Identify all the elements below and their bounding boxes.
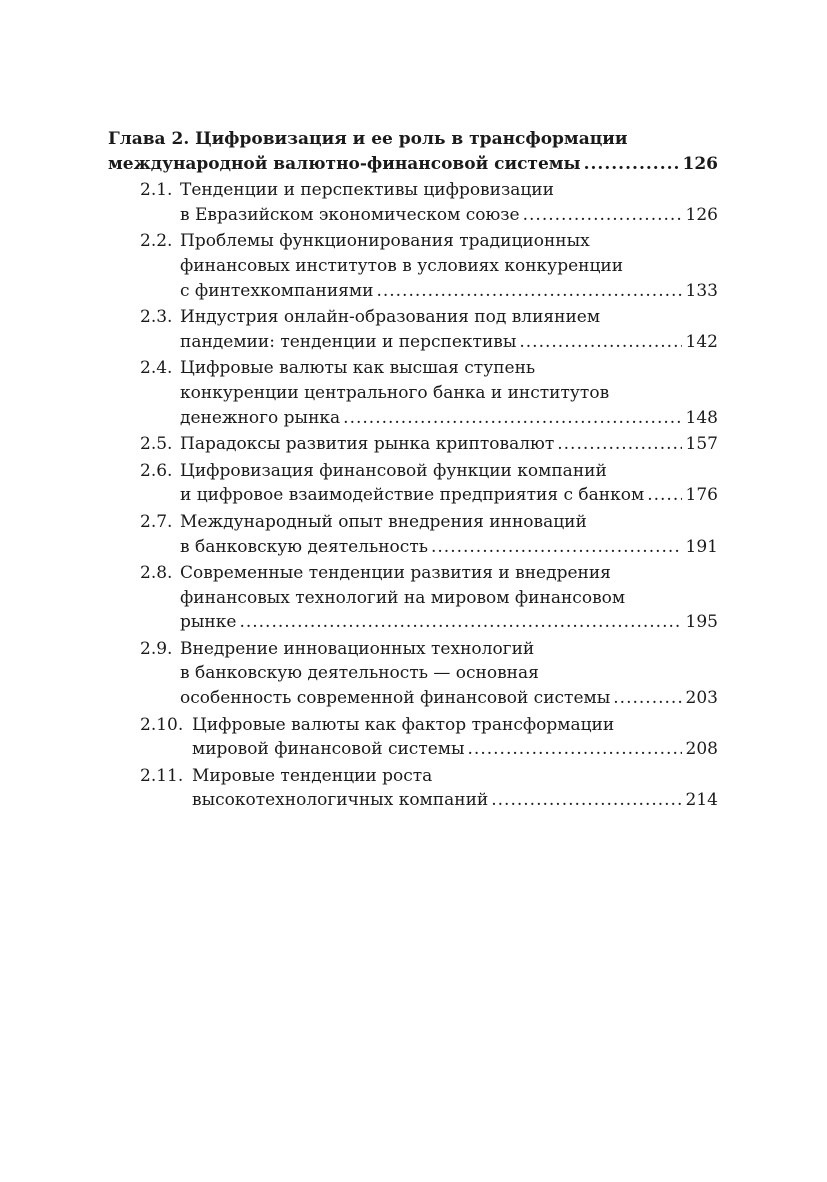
toc-entry[interactable] [108,305,718,354]
toc-entry-text: и цифровое взаимодействие предприятия с банком [180,485,645,506]
toc-entry[interactable] [108,432,718,457]
toc-page-number: 214 [685,790,718,811]
toc-entry[interactable] [108,713,718,762]
toc-entry-line: Современные тенденции развития и внедрения [180,563,611,584]
toc-entry-text: в банковскую деятельность [180,536,428,557]
toc-entry-number: 2.4. [140,358,173,379]
toc-entry-last-line [108,483,718,508]
toc-entry[interactable] [108,510,718,559]
toc-entry-line: Цифровые валюты как фактор трансформации [192,714,615,735]
toc-entry-text: Парадоксы развития рынка криптовалют [180,434,555,455]
toc-entry-last-line [108,406,718,431]
toc-entry-text: в Евразийском экономическом союзе [180,204,520,225]
toc-entry-last-line [108,737,718,762]
leader-dots [523,203,682,228]
toc-entry[interactable] [108,229,718,303]
chapter-title-line-1: Глава 2. Цифровизация и ее роль в трансформации [108,129,628,149]
toc-entry-number: 2.3. [140,307,173,328]
toc-page-number: 157 [685,434,718,455]
toc-page-number: 208 [685,739,718,760]
toc-entry-number: 2.8. [140,563,173,584]
chapter-title-line-2 [108,152,718,177]
toc-entry-text: мировой финансовой системы [192,739,465,760]
toc-entry-last-line [108,279,718,304]
toc-entry-text: денежного рынка [180,407,341,428]
toc-chapter-heading[interactable] [108,127,718,176]
toc-entry[interactable] [108,764,718,813]
toc-entry-number: 2.9. [140,638,173,659]
toc-entry-text: особенность современной финансовой системы [180,688,611,709]
toc-page-number: 195 [685,612,718,633]
toc-page-number: 176 [685,485,718,506]
toc-entry[interactable] [108,561,718,635]
toc-page-number: 191 [685,536,718,557]
toc-entry-line: финансовых институтов в условиях конкуренции [180,255,624,276]
toc-entry-number: 2.10. [140,714,184,735]
leader-dots [519,330,681,355]
leader-dots [613,686,681,711]
toc-entry-text: пандемии: тенденции и перспективы [180,331,517,352]
toc-entry[interactable] [108,459,718,508]
toc-entry-line: Внедрение инновационных технологий [180,638,535,659]
toc-entry-number: 2.11. [140,765,184,786]
toc-entry-line: Индустрия онлайн-образования под влиянием [180,307,601,328]
toc-entry-line: конкуренции центрального банка и институтов [180,382,610,403]
leader-dots [239,610,681,635]
toc-entry-last-line [108,535,718,560]
leader-dots [557,432,681,457]
toc-entry-line: Тенденции и перспективы цифровизации [180,180,554,201]
chapter-title-text: международной валютно-финансовой системы [108,153,581,174]
toc-page-number: 203 [685,688,718,709]
toc-page-number: 126 [685,204,718,225]
toc-entry-last-line [108,432,718,457]
toc-entry[interactable] [108,637,718,711]
toc-entry-last-line [108,686,718,711]
toc-entry-text: высокотехнологичных компаний [192,790,489,811]
toc-entry-number: 2.2. [140,231,173,252]
toc-entry-line: Цифровизация финансовой функции компаний [180,460,607,481]
leader-dots [491,788,681,813]
toc-page-number: 133 [685,280,718,301]
toc-page-number: 148 [685,407,718,428]
toc-page-number: 142 [685,331,718,352]
toc-entry-last-line [108,788,718,813]
toc-entry-line: Проблемы функционирования традиционных [180,231,590,252]
toc-entry-text: рынке [180,612,237,633]
toc-entry-number: 2.1. [140,180,173,201]
toc-entry-number: 2.6. [140,460,173,481]
toc-entry-last-line [108,610,718,635]
leader-dots [468,737,682,762]
toc-entry-line: Цифровые валюты как высшая ступень [180,358,536,379]
toc-entry-line: Международный опыт внедрения инноваций [180,511,587,532]
table-of-contents [108,127,718,815]
leader-dots [431,535,682,560]
toc-entry-last-line [108,203,718,228]
leader-dots [584,152,679,177]
toc-entry-last-line [108,330,718,355]
toc-entry[interactable] [108,178,718,227]
toc-entry-number: 2.7. [140,511,173,532]
leader-dots [376,279,681,304]
toc-entry-line: в банковскую деятельность — основная [180,663,539,684]
toc-entry-text: с финтехкомпаниями [180,280,374,301]
toc-entry-number: 2.5. [140,434,173,455]
toc-entry[interactable] [108,356,718,430]
leader-dots [343,406,681,431]
toc-entry-line: финансовых технологий на мировом финансовом [180,587,626,608]
chapter-page-number: 126 [682,153,718,174]
leader-dots [647,483,681,508]
toc-entry-line: Мировые тенденции роста [192,765,433,786]
